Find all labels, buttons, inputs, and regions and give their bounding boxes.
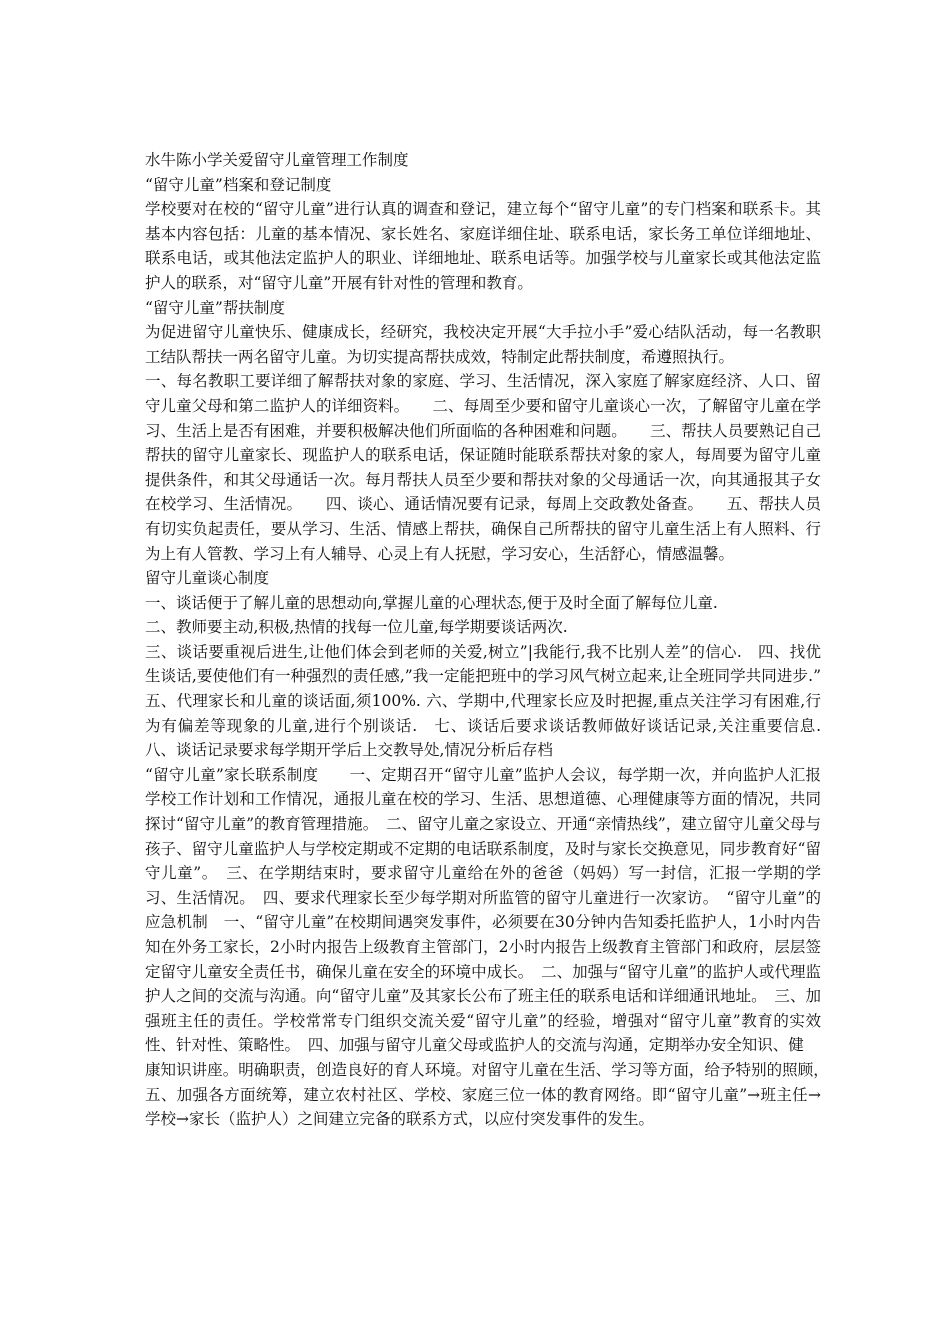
paragraph-closing: 康知识讲座。明确职责，创造良好的育人环境。对留守儿童在生活、学习等方面，给予特别的照顾， 五、加强各方面统筹，建立农村社区、学校、家庭三位一体的教育网络。即“留守儿童”→班主任→学校→家长（监护人）之间建立完备的联系方式，以应付突发事件的发生。: [145, 1060, 837, 1129]
paragraph-talk-item-2: 二、教师要主动,积极,热情的找每一位儿童,每学期要谈话两次.: [145, 618, 568, 637]
section-heading-archive: “留守儿童”档案和登记制度: [145, 175, 332, 194]
document-title: 水牛陈小学关爱留守儿童管理工作制度: [145, 151, 409, 169]
paragraph-parent-contact-emergency: “留守儿童”家长联系制度 一、定期召开“留守儿童”监护人会议，每学期一次，并向监护人汇报学校工作计划和工作情况，通报儿童在校的学习、生活、思想道德、心理健康等方面的情况，共同探讨“留守儿童”的教育管理措施。 二、留守儿童之家设立、开通“亲情热线”，建立留守儿童父母与孩子、留守儿童监护人与学校定期或不定期的电话联系制度，及时与家长交换意见，同步教育好“留守儿童”。 三、在学期结束时，要求留守儿童给在外的爸爸（妈妈）写一封信，汇报一学期的学习、生活情况。 四、要求代理家长至少每学期对所监管的留守儿童进行一次家访。 “留守儿童”的应急机制 一、“留守儿童”在校期间遇突发事件，必须要在30分钟内告知委托监护人，1小时内告知在外务工家长，2小时内报告上级教育主管部门，2小时内报告上级教育主管部门和政府，层层签定留守儿童安全责任书，确保儿童在安全的环境中成长。 二、加强与“留守儿童”的监护人或代理监护人之间的交流与沟通。向“留守儿童”及其家长公布了班主任的联系电话和详细通讯地址。 三、加强班主任的责任。学校常常专门组织交流关爱“留守儿童”的经验，增强对“留守儿童”教育的实效性、针对性、策略性。 四、加强与留守儿童父母或监护人的交流与沟通，定期举办安全知识、健: [145, 765, 821, 1055]
paragraph-talk-item-1: 一、谈话便于了解儿童的思想动向,掌握儿童的心理状态,便于及时全面了解每位儿童.: [145, 593, 718, 612]
paragraph-archive: 学校要对在校的“留守儿童”进行认真的调查和登记，建立每个“留守儿童”的专门档案和联系卡。其基本内容包括：儿童的基本情况、家长姓名、家庭详细住址、联系电话，家长务工单位详细地址、联系电话，或其他法定监护人的职业、详细地址、联系电话等。加强学校与儿童家长或其他法定监护人的联系，对“留守儿童”开展有针对性的管理和教育。: [145, 200, 821, 292]
paragraph-assistance-intro: 为促进留守儿童快乐、健康成长，经研究，我校决定开展“大手拉小手”爱心结队活动，每一名教职工结队帮扶一两名留守儿童。为切实提高帮扶成效，特制定此帮扶制度，希遵照执行。: [145, 323, 821, 366]
section-heading-talk: 留守儿童谈心制度: [145, 569, 270, 588]
section-heading-assistance: “留守儿童”帮扶制度: [145, 298, 285, 317]
paragraph-talk-items: 三、谈话要重视后进生,让他们体会到老师的关爱,树立”|我能行,我不比别人差”的信心. 四、找优生谈话,要使他们有一种强烈的责任感,”我一定能把班中的学习风气树立起来,让全班同学共同进步.” 五、代理家长和儿童的谈话面,须100%. 六、学期中,代理家长应及时把握,重点关注学习有困难,行为有偏差等现象的儿童,进行个别谈话. 七、谈话后要求谈话教师做好谈话记录,关注重要信息. 八、谈话记录要求每学期开学后上交教导处,情况分析后存档: [145, 642, 837, 760]
paragraph-assistance-items: 一、每名教职工要详细了解帮扶对象的家庭、学习、生活情况，深入家庭了解家庭经济、人口、留守儿童父母和第二监护人的详细资料。 二、每周至少要和留守儿童谈心一次，了解留守儿童在学习、生活上是否有困难，并要积极解决他们所面临的各种困难和问题。 三、帮扶人员要熟记自己帮扶的留守儿童家长、现监护人的联系电话，保证随时能联系帮扶对象的家人，每周要为留守儿童提供条件，和其父母通话一次。每月帮扶人员至少要和帮扶对象的父母通话一次，向其通报其子女在校学习、生活情况。 四、谈心、通话情况要有记录，每周上交政教处备查。 五、帮扶人员有切实负起责任，要从学习、生活、情感上帮扶，确保自己所帮扶的留守儿童生活上有人照料、行为上有人管教、学习上有人辅导、心灵上有人抚慰，学习安心，生活舒心，情感温馨。: [145, 372, 821, 563]
document-body: [145, 148, 837, 1132]
